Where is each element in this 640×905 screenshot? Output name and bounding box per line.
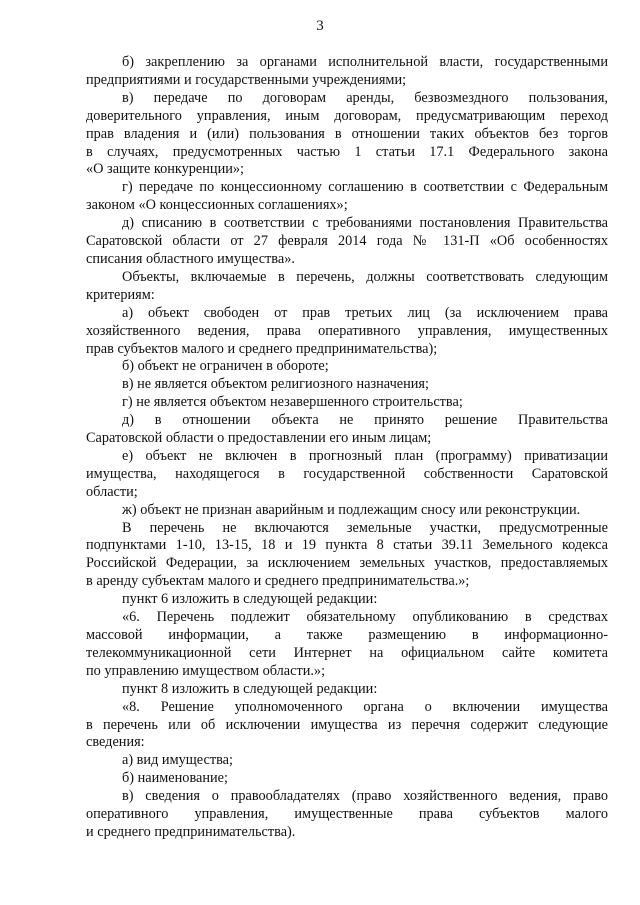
text-line: «О защите конкуренции»; <box>86 161 244 178</box>
text-line: в случаях, предусмотренных частью 1 статьи 17.1 Федерального закона <box>86 143 608 160</box>
text-line: хозяйственного ведения, права оперативного управления, имущественных <box>86 322 608 339</box>
text-line: б) наименование; <box>122 770 228 787</box>
text-line: по управлению имуществом области.»; <box>86 662 326 679</box>
text-line: пункт 6 изложить в следующей редакции: <box>122 591 378 608</box>
text-line: ж) объект не признан аварийным и подлежащим сносу или реконструкции. <box>122 501 581 518</box>
text-line: списания областного имущества». <box>86 250 295 267</box>
text-line: а) вид имущества; <box>122 752 233 769</box>
text-line: д) списанию в соответствии с требованиями постановления Правительства <box>122 215 608 232</box>
text-line: в перечень или об исключении имущества из перечня содержит следующие <box>86 716 608 733</box>
text-line: законом «О концессионных соглашениях»; <box>86 197 348 214</box>
text-line: области; <box>86 483 138 500</box>
page-number: 3 <box>316 18 324 34</box>
text-line: «8. Решение уполномоченного органа о включении имущества <box>122 698 608 715</box>
text-line: В перечень не включаются земельные участки, предусмотренные <box>122 519 608 536</box>
text-line: «6. Перечень подлежит обязательному опубликованию в средствах <box>122 609 608 626</box>
text-line: телекоммуникационной сети Интернет на официальном сайте комитета <box>86 644 608 661</box>
text-line: доверительного управления, иным договорам, предусматривающим переход <box>86 107 608 124</box>
text-line: сведения: <box>86 734 145 751</box>
text-line: Саратовской области от 27 февраля 2014 года № 131-П «Об особенностях <box>86 233 608 250</box>
text-line: оперативного управления, имущественные права субъектов малого <box>86 806 608 823</box>
text-line: Саратовской области о предоставлении его иным лицам; <box>86 430 432 447</box>
text-line: в) не является объектом религиозного назначения; <box>122 376 429 393</box>
text-line: массовой информации, а также размещению в информационно- <box>86 627 608 643</box>
text-line: а) объект свободен от прав третьих лиц (за исключением права <box>122 304 608 321</box>
text-line: б) объект не ограничен в обороте; <box>122 358 329 375</box>
text-line: б) закреплению за органами исполнительной власти, государственными <box>122 54 608 70</box>
text-line: е) объект не включен в прогнозный план (программу) приватизации <box>122 447 608 464</box>
text-line: и среднего предпринимательства). <box>86 823 296 840</box>
text-line: критериям: <box>86 286 155 303</box>
text-line: предприятиями и государственными учреждениями; <box>86 71 407 88</box>
text-line: г) не является объектом незавершенного строительства; <box>122 394 463 411</box>
text-line: Объекты, включаемые в перечень, должны соответствовать следующим <box>122 268 608 285</box>
text-line: г) передаче по концессионному соглашению в соответствии с Федеральным <box>122 179 608 196</box>
text-line: прав владения и (или) пользования в отношении таких объектов без торгов <box>86 125 608 142</box>
text-line: имущества, находящегося в государственной собственности Саратовской <box>86 465 608 482</box>
document-body <box>86 54 608 842</box>
text-line: подпунктами 1-10, 13-15, 18 и 19 пункта 8 статьи 39.11 Земельного кодекса <box>86 537 608 554</box>
text-line: пункт 8 изложить в следующей редакции: <box>122 680 378 697</box>
text-line: прав субъектов малого и среднего предпринимательства); <box>86 340 438 357</box>
text-line: Российской Федерации, за исключением земельных участков, предоставляемых <box>86 555 608 572</box>
text-line: д) в отношении объекта не принято решение Правительства <box>122 412 608 429</box>
text-line: в) сведения о правообладателях (право хозяйственного ведения, право <box>122 788 608 805</box>
text-line: в) передаче по договорам аренды, безвозмездного пользования, <box>122 89 608 106</box>
text-line: в аренду субъектам малого и среднего предпринимательства.»; <box>86 573 470 590</box>
